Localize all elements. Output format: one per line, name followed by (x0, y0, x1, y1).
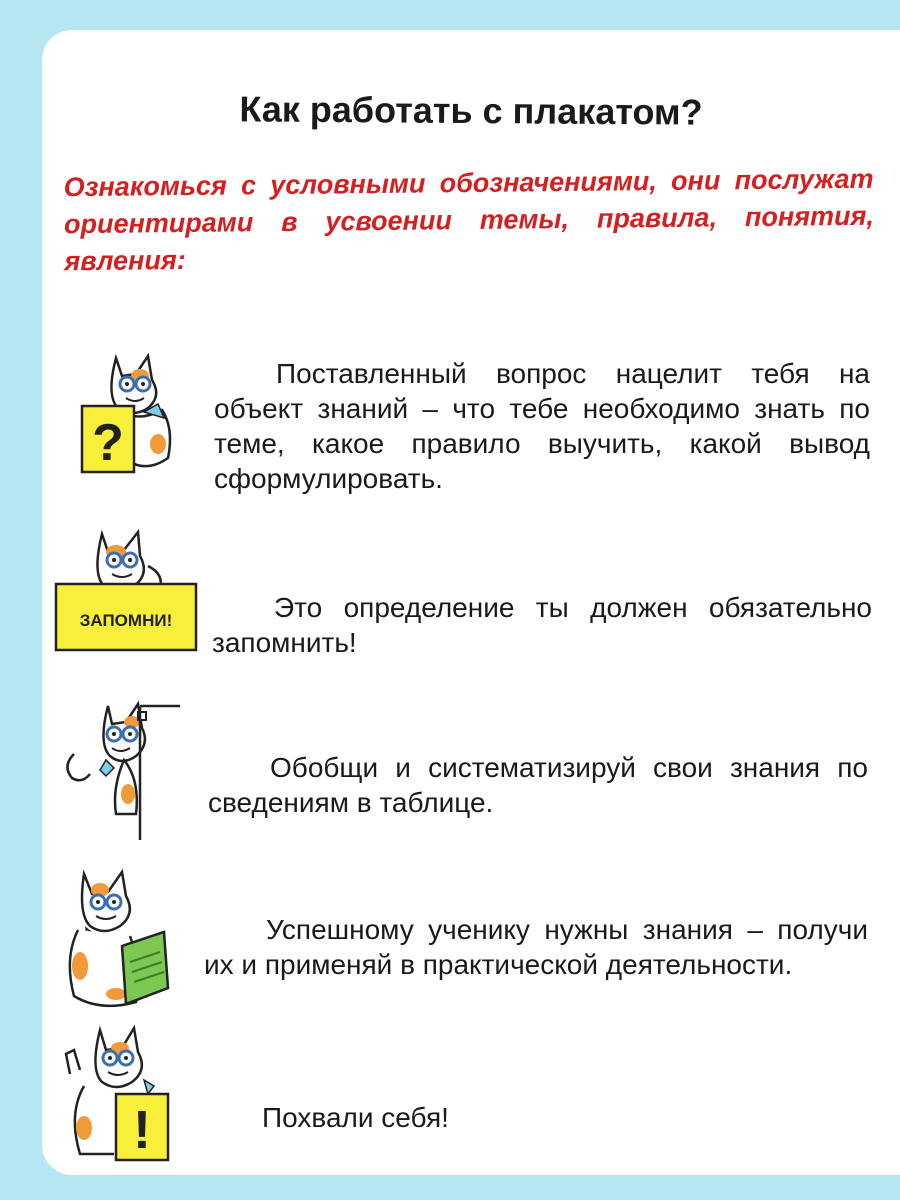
legend-item-question (42, 348, 900, 494)
legend-item-remember (42, 528, 900, 658)
cat-table-peek-icon (54, 676, 184, 840)
intro-text: Ознакомься с условными обозначениями, они послужат ориентирами в усвоении темы, правила, понятия, явления: (63, 163, 875, 277)
poster-card (42, 30, 900, 1175)
legend-text: Это определение ты должен обязательно запомнить! (212, 592, 872, 658)
legend-item-book (42, 866, 900, 1026)
legend-text: Похвали себя! (262, 1102, 449, 1133)
legend-item-table (42, 676, 900, 856)
page-title: Как работать с плакатом? (239, 88, 703, 133)
cat-exclamation-sign-icon (54, 1024, 174, 1164)
legend-item-praise (42, 1024, 900, 1164)
sign-text: ! (133, 1100, 151, 1160)
cat-book-icon (60, 866, 190, 1016)
cat-remember-sign-icon (52, 528, 202, 654)
legend-text: Поставленный вопрос нацелит тебя на объект знаний – что тебе необходимо знать по теме, какое правило выучить, какой вывод сформулировать. (214, 358, 870, 494)
cat-question-sign-icon (78, 348, 188, 478)
legend-text: Успешному ученику нужны знания – получи их и применяй в практической деятельности. (204, 914, 868, 980)
sign-text: ? (92, 414, 124, 472)
legend-text: Обобщи и систематизируй свои знания по сведениям в таблице. (208, 752, 868, 818)
sign-text: ЗАПОМНИ! (79, 611, 173, 630)
